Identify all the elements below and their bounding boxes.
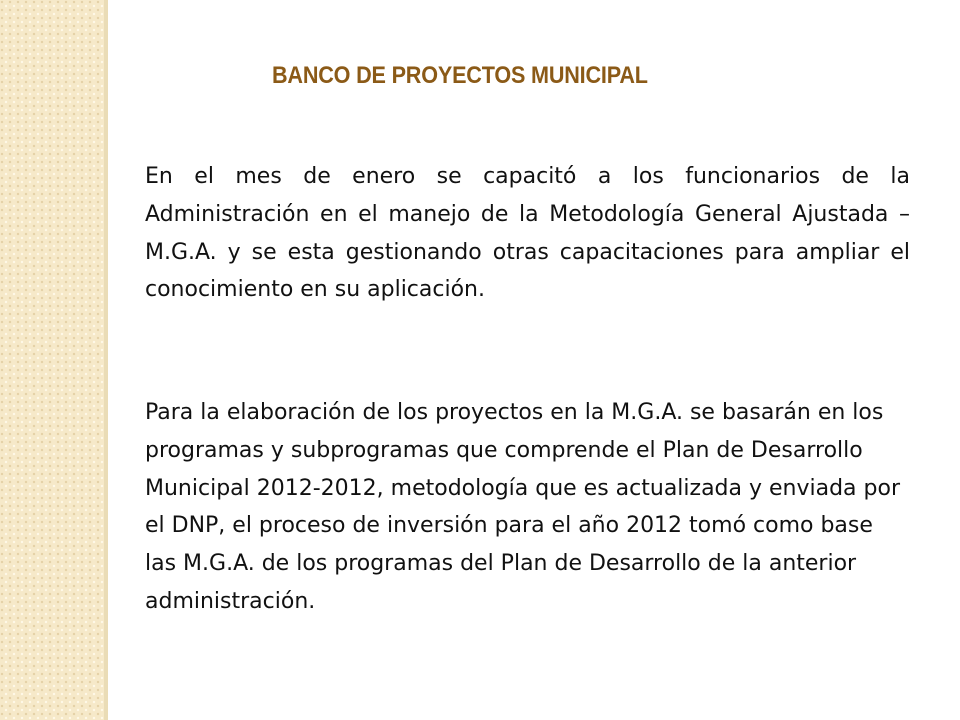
decorative-side-band: [0, 0, 104, 720]
paragraph-elaboracion-proyectos: Para la elaboración de los proyectos en la M.G.A. se basarán en los programas y subprogramas que comprende el Plan de Desarrollo Municipal 2012-2012, metodología que es actualizada y enviada por el DNP, el proceso de inversión para el año 2012 tomó como base las M.G.A. de los programas del Plan de Desarrollo de la anterior administración.: [145, 400, 901, 614]
slide-title: BANCO DE PROYECTOS MUNICIPAL: [272, 62, 648, 89]
paragraph-capacitacion: En el mes de enero se capacitó a los funcionarios de la Administración en el manejo de la Metodología General Ajustada – M.G.A. y se esta gestionando otras capacitaciones para ampliar el conocimiento en su aplicación.: [145, 164, 910, 303]
side-band-edge: [104, 0, 108, 720]
